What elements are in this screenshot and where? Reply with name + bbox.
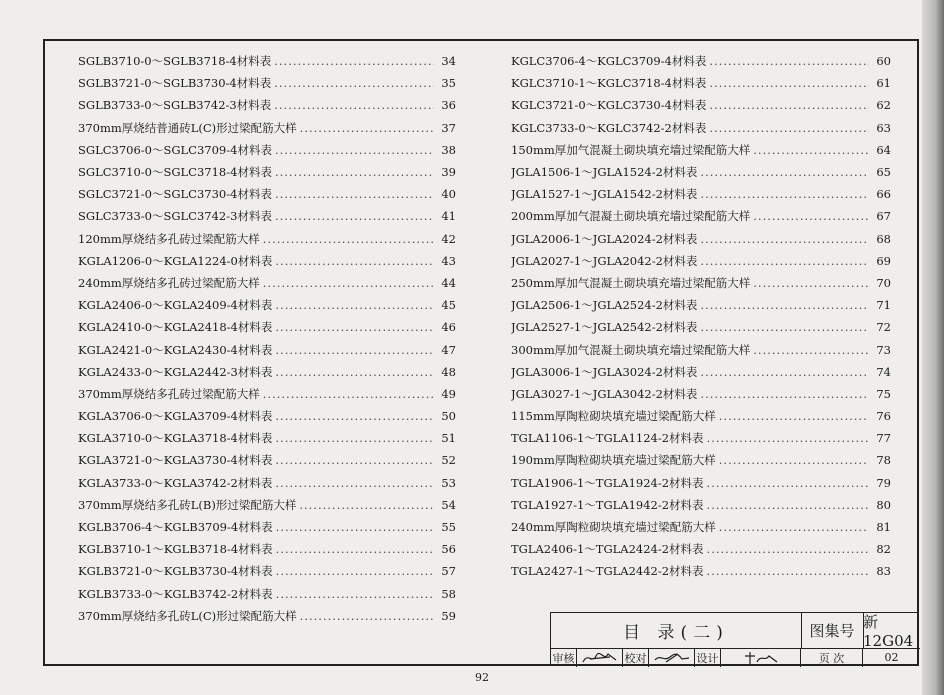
toc-entry-title: 240mm厚烧结多孔砖过梁配筋大样 [78,275,260,290]
toc-entry-title: KGLA3721-0～KGLA3730-4材料表 [78,453,273,468]
toc-entry [511,228,891,250]
toc-entry-page: 50 [441,409,456,424]
toc-leader-dots [272,209,434,223]
toc-entry-title: TGLA1906-1～TGLA1924-2材料表 [511,475,704,490]
toc-entry-page: 43 [441,253,456,268]
toc-entry [511,316,891,338]
toc-entry-page: 83 [876,564,891,579]
toc-entry-title: KGLB3710-1～KGLB3718-4材料表 [78,542,273,557]
toc-leader-dots [697,232,869,246]
toc-entry-title: 370mm厚烧结多孔砖L(B)形过梁配筋大样 [78,497,297,512]
toc-entry-title: KGLA2410-0～KGLA2418-4材料表 [78,320,273,335]
toc-leader-dots [704,498,869,512]
toc-entry [78,72,456,94]
toc-entry-title: TGLA1106-1～TGLA1124-2材料表 [511,431,704,446]
toc-entry-title: KGLC3733-0～KGLC3742-2材料表 [511,120,707,135]
toc-entry [511,361,891,383]
toc-leader-dots [272,254,434,268]
toc-entry [511,449,891,471]
toc-entry-page: 40 [441,187,456,202]
toc-entry [78,94,456,116]
toc-leader-dots [272,343,434,357]
design-label: 设计 [695,648,721,667]
toc-entry-page: 60 [876,54,891,69]
toc-leader-dots [272,409,434,423]
toc-leader-dots [272,143,434,157]
toc-entry-title: TGLA2427-1～TGLA2442-2材料表 [511,564,704,579]
toc-entry-title: KGLA1206-0～KGLA1224-0材料表 [78,253,273,268]
toc-entry-title: JGLA2027-1～JGLA2042-2材料表 [511,253,698,268]
toc-entry-title: 200mm厚加气混凝土砌块填充墙过梁配筋大样 [511,209,751,224]
toc-leader-dots [271,76,434,90]
toc-entry [511,205,891,227]
sheet-page-number: 92 [475,671,489,684]
toc-entry [78,272,456,294]
review-signature [577,648,623,667]
toc-entry-page: 74 [876,364,891,379]
toc-entry [78,139,456,161]
toc-entry-page: 69 [876,253,891,268]
toc-entry-title: KGLA2421-0～KGLA2430-4材料表 [78,342,273,357]
toc-entry-title: KGLA3706-0～KGLA3709-4材料表 [78,409,273,424]
toc-entry-title: 120mm厚烧结多孔砖过梁配筋大样 [78,231,260,246]
toc-entry [78,316,456,338]
check-label: 校对 [623,648,649,667]
toc-entry-title: KGLC3721-0～KGLC3730-4材料表 [511,98,707,113]
toc-entry [78,472,456,494]
toc-entry-page: 37 [441,120,456,135]
toc-entry-page: 64 [876,142,891,157]
toc-leader-dots [272,187,434,201]
toc-entry [78,338,456,360]
toc-entry-title: JGLA1506-1～JGLA1524-2材料表 [511,165,698,180]
toc-entry-page: 41 [441,209,456,224]
toc-entry-page: 61 [876,76,891,91]
toc-leader-dots [750,143,869,157]
toc-entry-page: 52 [441,453,456,468]
toc-leader-dots [697,387,869,401]
toc-entry-title: SGLB3710-0～SGLB3718-4材料表 [78,54,272,69]
toc-entry-title: JGLA1527-1～JGLA1542-2材料表 [511,187,698,202]
toc-leader-dots [260,276,434,290]
toc-leader-dots [273,564,434,578]
toc-entry-page: 38 [441,142,456,157]
toc-leader-dots [697,187,869,201]
toc-leader-dots [697,320,869,334]
toc-entry-page: 77 [876,431,891,446]
toc-leader-dots [272,453,434,467]
toc-entry-title: KGLA2433-0～KGLA2442-3材料表 [78,364,273,379]
toc-entry [511,516,891,538]
toc-right-column [511,50,891,583]
toc-entry-page: 66 [876,187,891,202]
toc-entry [511,383,891,405]
toc-entry-page: 53 [441,475,456,490]
toc-entry-page: 57 [441,564,456,579]
toc-leader-dots [716,453,869,467]
toc-entry [511,472,891,494]
toc-entry [78,361,456,383]
toc-entry [511,405,891,427]
toc-entry [78,538,456,560]
toc-entry-title: 370mm厚烧结普通砖L(C)形过梁配筋大样 [78,120,297,135]
title-block [550,612,919,666]
toc-entry-page: 70 [876,275,891,290]
check-signature [649,648,695,667]
toc-entry-page: 68 [876,231,891,246]
toc-entry [78,560,456,582]
toc-entry-page: 45 [441,298,456,313]
toc-entry [78,50,456,72]
toc-leader-dots [716,409,869,423]
toc-entry-page: 48 [441,364,456,379]
toc-left-column [78,50,456,627]
toc-entry [78,427,456,449]
binding-edge [922,0,944,695]
toc-leader-dots [697,298,869,312]
toc-leader-dots [697,254,869,268]
toc-entry [511,161,891,183]
toc-entry-page: 76 [876,409,891,424]
toc-entry-page: 80 [876,497,891,512]
toc-leader-dots [750,343,869,357]
toc-entry [511,294,891,316]
toc-leader-dots [704,542,869,556]
toc-entry-title: JGLA3027-1～JGLA3042-2材料表 [511,386,698,401]
toc-entry [78,449,456,471]
toc-entry [511,338,891,360]
atlas-number-label: 图集号 [801,613,864,649]
toc-entry-page: 65 [876,165,891,180]
toc-entry-title: JGLA2006-1～JGLA2024-2材料表 [511,231,698,246]
toc-entry-title: SGLC3710-0～SGLC3718-4材料表 [78,165,272,180]
toc-entry-page: 78 [876,453,891,468]
signature-mark [580,650,620,666]
signature-mark [741,650,781,666]
toc-entry [511,250,891,272]
toc-entry [78,161,456,183]
toc-entry [511,139,891,161]
toc-entry-page: 34 [441,54,456,69]
toc-leader-dots [273,520,434,534]
toc-leader-dots [260,232,434,246]
toc-entry-title: KGLB3721-0～KGLB3730-4材料表 [78,564,273,579]
toc-leader-dots [716,520,869,534]
toc-entry-page: 59 [441,608,456,623]
toc-leader-dots [706,54,869,68]
toc-leader-dots [706,76,869,90]
toc-leader-dots [706,121,869,135]
toc-entry-title: 250mm厚加气混凝土砌块填充墙过梁配筋大样 [511,275,751,290]
toc-entry-page: 62 [876,98,891,113]
toc-entry-title: 115mm厚陶粒砌块填充墙过梁配筋大样 [511,409,716,424]
toc-entry-title: KGLA3710-0～KGLA3718-4材料表 [78,431,273,446]
toc-leader-dots [704,431,869,445]
toc-entry-title: JGLA2506-1～JGLA2524-2材料表 [511,298,698,313]
toc-entry-title: KGLA2406-0～KGLA2409-4材料表 [78,298,273,313]
title-block-title: 目 录(二) [551,613,802,649]
signature-mark [652,650,692,666]
toc-entry [78,250,456,272]
toc-entry-page: 82 [876,542,891,557]
toc-leader-dots [272,365,434,379]
toc-entry [78,605,456,627]
toc-leader-dots [704,476,869,490]
toc-entry [78,583,456,605]
toc-entry-title: 370mm厚烧结多孔砖过梁配筋大样 [78,386,260,401]
toc-entry-page: 44 [441,275,456,290]
toc-entry-page: 58 [441,586,456,601]
toc-entry-title: SGLB3721-0～SGLB3730-4材料表 [78,76,272,91]
toc-entry-title: 190mm厚陶粒砌块填充墙过梁配筋大样 [511,453,716,468]
toc-leader-dots [697,165,869,179]
toc-leader-dots [272,476,434,490]
toc-entry-page: 51 [441,431,456,446]
toc-leader-dots [297,609,434,623]
toc-entry [78,294,456,316]
toc-leader-dots [706,98,869,112]
page-value: 02 [884,651,899,664]
toc-entry-title: 300mm厚加气混凝土砌块填充墙过梁配筋大样 [511,342,751,357]
design-signature [721,648,801,667]
toc-leader-dots [273,542,434,556]
toc-entry-title: KGLB3706-4～KGLB3709-4材料表 [78,520,273,535]
toc-entry-page: 72 [876,320,891,335]
toc-leader-dots [704,564,869,578]
page-label: 页 次 [801,648,863,667]
toc-leader-dots [750,209,869,223]
toc-entry [511,272,891,294]
toc-entry-title: TGLA1927-1～TGLA1942-2材料表 [511,497,704,512]
toc-entry [78,383,456,405]
toc-entry [511,560,891,582]
toc-entry [511,494,891,516]
toc-leader-dots [271,54,434,68]
toc-entry [78,183,456,205]
toc-entry-page: 73 [876,342,891,357]
toc-entry-page: 79 [876,475,891,490]
toc-entry [511,94,891,116]
toc-entry-title: SGLC3721-0～SGLC3730-4材料表 [78,187,272,202]
toc-leader-dots [260,387,434,401]
toc-entry-title: 370mm厚烧结多孔砖L(C)形过梁配筋大样 [78,608,297,623]
toc-entry-page: 42 [441,231,456,246]
toc-entry-page: 46 [441,320,456,335]
toc-entry-title: KGLB3733-0～KGLB3742-2材料表 [78,586,273,601]
toc-entry-page: 56 [441,542,456,557]
toc-entry-page: 54 [441,497,456,512]
toc-leader-dots [272,320,434,334]
toc-entry-title: KGLC3710-1～KGLC3718-4材料表 [511,76,707,91]
toc-entry [78,405,456,427]
toc-leader-dots [296,498,434,512]
toc-leader-dots [273,587,434,601]
toc-entry-title: TGLA2406-1～TGLA2424-2材料表 [511,542,704,557]
review-label: 审核 [551,648,577,667]
toc-entry-title: KGLA3733-0～KGLA3742-2材料表 [78,475,273,490]
toc-entry [511,183,891,205]
toc-entry-page: 49 [441,386,456,401]
toc-leader-dots [697,365,869,379]
toc-leader-dots [272,431,434,445]
toc-entry [78,228,456,250]
toc-leader-dots [750,276,869,290]
toc-entry [511,117,891,139]
toc-entry-page: 55 [441,520,456,535]
toc-entry-page: 35 [441,76,456,91]
toc-entry-title: 150mm厚加气混凝土砌块填充墙过梁配筋大样 [511,142,751,157]
toc-entry-page: 67 [876,209,891,224]
atlas-number-value: 新12G04 [863,613,920,649]
toc-entry-title: 240mm厚陶粒砌块填充墙过梁配筋大样 [511,520,716,535]
toc-entry-page: 63 [876,120,891,135]
toc-entry [511,72,891,94]
toc-entry [511,50,891,72]
toc-leader-dots [272,298,434,312]
toc-entry [78,516,456,538]
toc-entry-page: 71 [876,298,891,313]
toc-entry [78,494,456,516]
toc-entry-title: SGLC3733-0～SGLC3742-3材料表 [78,209,272,224]
toc-leader-dots [271,98,434,112]
toc-entry-page: 81 [876,520,891,535]
toc-entry-title: SGLB3733-0～SGLB3742-3材料表 [78,98,272,113]
toc-entry [78,117,456,139]
toc-entry-title: KGLC3706-4～KGLC3709-4材料表 [511,54,707,69]
toc-entry-page: 75 [876,386,891,401]
toc-entry [511,427,891,449]
toc-entry-title: JGLA2527-1～JGLA2542-2材料表 [511,320,698,335]
toc-entry-title: SGLC3706-0～SGLC3709-4材料表 [78,142,272,157]
toc-entry-page: 47 [441,342,456,357]
toc-entry [511,538,891,560]
toc-entry [78,205,456,227]
toc-leader-dots [272,165,434,179]
toc-entry-page: 36 [441,98,456,113]
toc-entry-page: 39 [441,165,456,180]
toc-leader-dots [297,121,434,135]
toc-entry-title: JGLA3006-1～JGLA3024-2材料表 [511,364,698,379]
